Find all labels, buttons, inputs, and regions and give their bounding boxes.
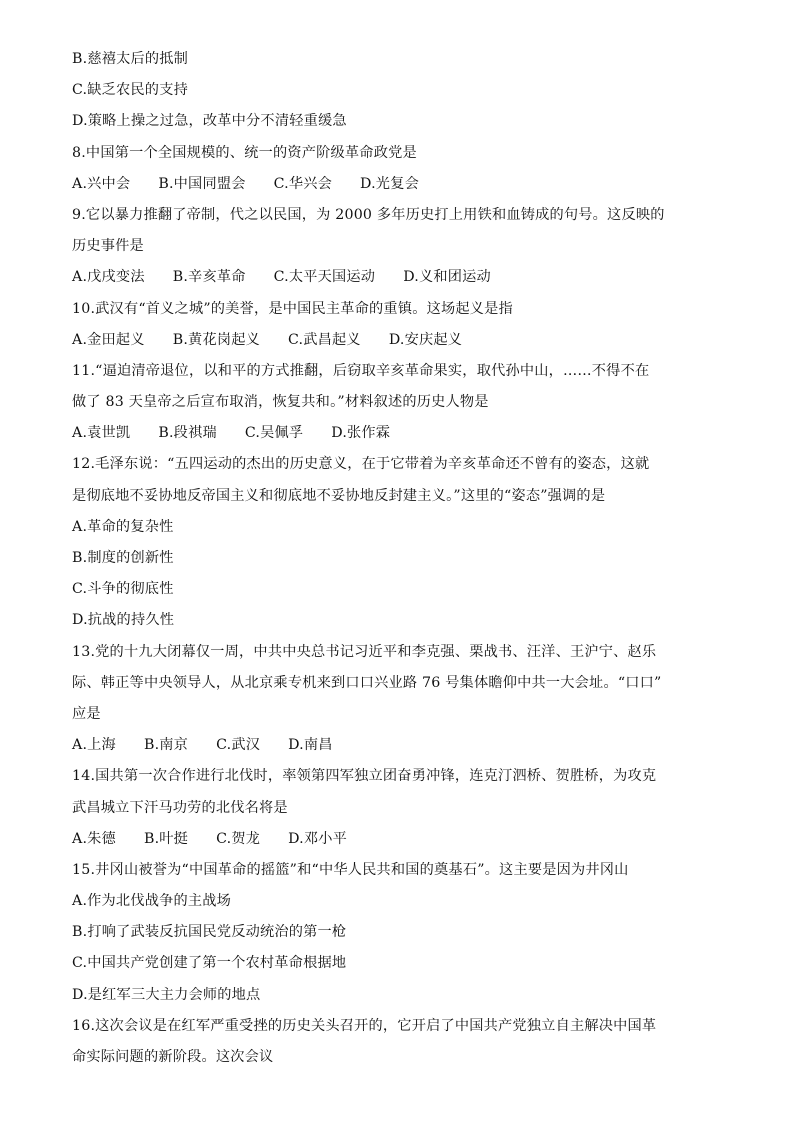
answer-option: C.太平天国运动 [273, 269, 376, 286]
answer-options-row [72, 169, 722, 200]
text-line: 是彻底地不妥协地反帝国主义和彻底地不妥协地反封建主义。”这里的“姿态”强调的是 [72, 487, 606, 504]
text-line: 11.“逼迫清帝退位，以和平的方式推翻，后窃取辛亥革命果实，取代孙中山，……不得不在 [72, 362, 650, 379]
text-line: 际、韩正等中央领导人，从北京乘专机来到口口兴业路 76 号集体瞻仰中共一大会址。“口口” [72, 674, 662, 691]
text-line: 命实际问题的新阶段。这次会议 [72, 1049, 274, 1065]
text-line: A.革命的复杂性 [72, 518, 174, 535]
text-line: 9.它以暴力推翻了帝制，代之以民国，为 2000 多年历史打上用铁和血铸成的句号。这反映的 [72, 206, 665, 223]
answer-option: D.张作霖 [331, 425, 391, 442]
answer-option: D.义和团运动 [403, 269, 491, 286]
answer-options-row [72, 730, 722, 761]
text-line: 历史事件是 [72, 238, 144, 255]
answer-option: B.黄花岗起义 [172, 331, 260, 348]
answer-option: A.戊戌变法 [72, 269, 145, 286]
answer-option: A.朱德 [72, 830, 116, 847]
text-line: D.是红军三大主力会师的地点 [72, 986, 261, 1003]
answer-option: D.光复会 [360, 175, 419, 192]
text-line: 武昌城立下汗马功劳的北伐名将是 [72, 799, 288, 816]
text-line: C.缺乏农民的支持 [72, 82, 188, 99]
answer-option: C.武昌起义 [288, 331, 361, 348]
answer-options-row [72, 262, 722, 293]
text-line: 10.武汉有“首义之城”的美誉，是中国民主革命的重镇。这场起义是指 [72, 300, 513, 317]
answer-options-row [72, 824, 722, 855]
answer-option: B.中国同盟会 [158, 175, 246, 192]
text-line: 8.中国第一个全国规模的、统一的资产阶级革命政党是 [72, 144, 417, 161]
answer-option: A.兴中会 [72, 175, 131, 192]
text-line: 做了 83 天皇帝之后宣布取消，恢复共和。”材料叙述的历史人物是 [72, 394, 489, 411]
text-line: 12.毛泽东说：“五四运动的杰出的历史意义，在于它带着为辛亥革命还不曾有的姿态，这就 [72, 456, 650, 473]
answer-option: A.上海 [72, 737, 116, 754]
text-line: 16.这次会议是在红军严重受挫的历史关头召开的，它开启了中国共产党独立自主解决中国革 [72, 1017, 657, 1034]
text-line: 应是 [72, 705, 101, 722]
exam-page [72, 44, 722, 1073]
answer-option: D.邓小平 [288, 830, 348, 847]
answer-option: C.华兴会 [273, 175, 333, 192]
text-line: B.打响了武装反抗国民党反动统治的第一枪 [72, 924, 347, 941]
answer-option: B.辛亥革命 [172, 269, 246, 286]
answer-option: B.段祺瑞 [158, 425, 217, 442]
answer-options-row [72, 418, 722, 449]
answer-option: C.武汉 [216, 737, 261, 754]
text-line: D.抗战的持久性 [72, 612, 175, 629]
answer-option: C.吴佩孚 [244, 425, 304, 442]
text-line: B.制度的创新性 [72, 550, 174, 566]
text-line: C.中国共产党创建了第一个农村革命根据地 [72, 955, 347, 972]
text-line: A.作为北伐战争的主战场 [72, 893, 232, 910]
text-line: D.策略上操之过急，改革中分不清轻重缓急 [72, 113, 347, 130]
answer-option: A.金田起义 [72, 331, 145, 348]
answer-option: B.叶挺 [143, 830, 189, 847]
text-line: B.慈禧太后的抵制 [72, 51, 189, 67]
text-line: 14.国共第一次合作进行北伐时，率领第四军独立团奋勇冲锋，连克汀泗桥、贺胜桥，为攻克 [72, 768, 657, 785]
answer-option: C.贺龙 [216, 830, 261, 847]
answer-option: B.南京 [143, 737, 189, 754]
text-line: 13.党的十九大闭幕仅一周，中共中央总书记习近平和李克强、栗战书、汪洋、王沪宁、赵乐 [72, 643, 657, 660]
answer-option: A.袁世凯 [72, 425, 131, 442]
text-line: 15.井冈山被誉为“中国革命的摇篮”和“中华人民共和国的奠基石”。这主要是因为井冈山 [72, 861, 629, 878]
text-line: C.斗争的彻底性 [72, 581, 174, 598]
answer-options-row [72, 325, 722, 356]
answer-option: D.安庆起义 [388, 331, 463, 348]
answer-option: D.南昌 [288, 737, 333, 754]
